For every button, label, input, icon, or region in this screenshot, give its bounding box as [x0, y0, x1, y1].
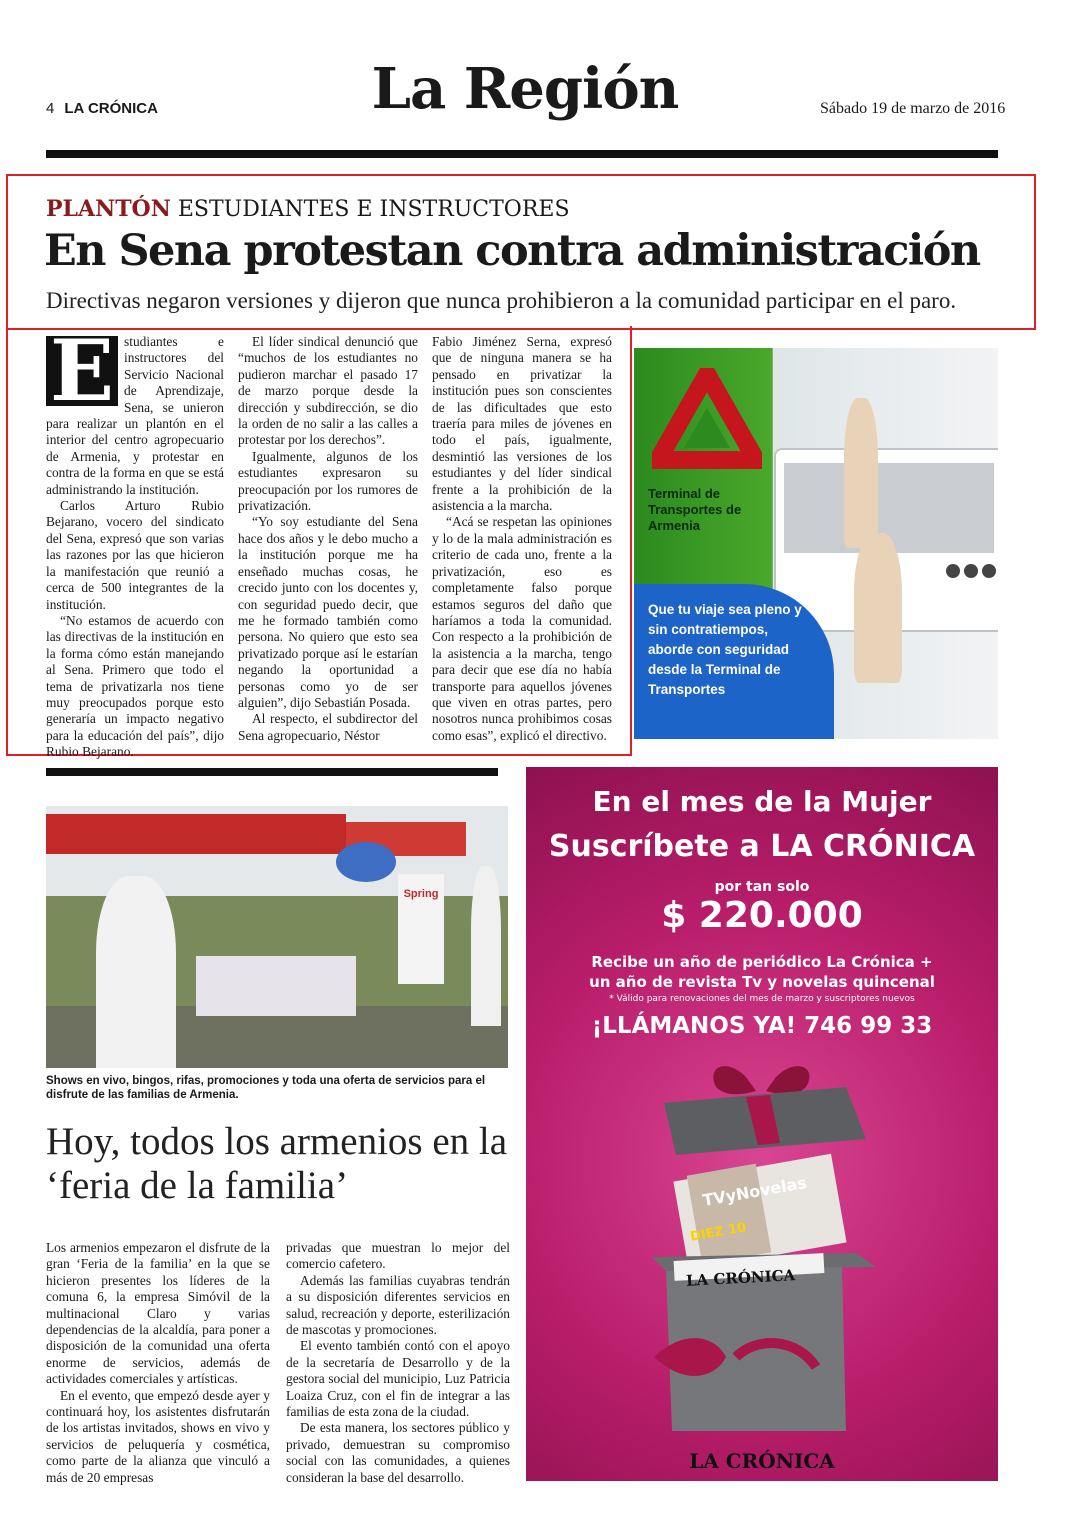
- woman-figure: [96, 876, 176, 1068]
- traveler-woman: [854, 533, 902, 683]
- offer-note: * Válido para renovaciones del mes de marzo y suscriptores nuevos: [609, 994, 915, 1004]
- paragraph: “No estamos de acuerdo con las directivas de la institución en la forma cómo están manejando al Sena. Primero que todo el tema de privatizarla nos tiene muy preocupados porque esto generaría un impacto negativo para la educación del país”, dijo Rubio Bejarano.: [46, 612, 224, 760]
- section-rule: [46, 768, 498, 776]
- paragraph: Fabio Jiménez Serna, expresó que de ninguna manera se ha pensado en privatizar la institución pues son conscientes de las dificultades que esto traería para miles de jóvenes en todo el país, igualmente, desmintió las versiones de los estudiantes y del líder sindical frente a la prohibición de la asistencia a la marcha.: [432, 334, 612, 514]
- story2-column-2: [286, 1240, 510, 1486]
- terminal-ad: [634, 348, 998, 739]
- paragraph: “Yo soy estudiante del Sena hace dos años y le debo mucho a la institución porque me ha enseñado muchas cosas, he crecido junto con los docentes y, con seguridad puedo decir, que me he formado también como persona. No quiero que esto sea privatizado porque así le estarían negando la oportunidad a personas como yo de ser alguien”, dijo Sebastián Posada.: [238, 514, 418, 710]
- kicker-topic: ESTUDIANTES E INSTRUCTORES: [177, 197, 570, 222]
- banner-stand: [398, 874, 444, 984]
- paragraph: studiantes e instructores del Servicio Nacional de Aprendizaje, Sena, se unieron para realizar un plantón en el interior del centro agropecuario de Armenia, y protestar en contra de la forma en que se está administrando la institución.: [46, 334, 224, 497]
- paragraph: Igualmente, algunos de los estudiantes expresaron su preocupación por los rumores de privatización.: [238, 448, 418, 514]
- magazine-title: TVyNovelas: [701, 1173, 809, 1210]
- bus-light: [982, 564, 996, 578]
- terminal-logo-icon: [652, 368, 762, 478]
- paper-name: LA CRÓNICA: [64, 100, 158, 117]
- footer-brand: LA CRÓNICA: [689, 1449, 835, 1473]
- feria-photo: [46, 806, 508, 1068]
- paragraph: privadas que muestran lo mejor del comercio cafetero.: [286, 1240, 510, 1272]
- magazine-badge: DIEZ 10: [689, 1220, 748, 1245]
- gift-box-icon: [646, 1057, 886, 1437]
- terminal-name: Terminal de Transportes de Armenia: [648, 486, 742, 533]
- ad-line-1: En el mes de la Mujer: [592, 785, 932, 818]
- paragraph: Los armenios empezaron el disfrute de la gran ‘Feria de la familia’ en la que se hicieron presentes los líderes de la comuna 6, la empresa Simóvil de la multinacional Claro y varias dependencias de la alcaldía, para poner a disposición de la comunidad una oferta enorme de servicios, además de actividades comerciales y artísticas.: [46, 1240, 270, 1387]
- bus-light: [964, 564, 978, 578]
- story-headline: En Sena protestan contra administración: [44, 226, 980, 276]
- story-column-2: [238, 334, 418, 744]
- traveler-man: [844, 398, 878, 548]
- paragraph: “Acá se respetan las opiniones y lo de la mala administración es criterio de cada uno, frente a la privatización, eso es completamente falso porque estamos seguros del daño que haríamos a toda la comunidad. Con respecto a la prohibición de la asistencia a la marcha, tengo para decir que ese día no había transporte para aquellos jóvenes que viven en otras partes, pero nosotros nunca prohibimos cosas como esas”, explicó el directivo.: [432, 514, 612, 743]
- subscription-ad: [526, 767, 998, 1481]
- man-figure: [471, 866, 501, 1026]
- paragraph: Carlos Arturo Rubio Bejarano, vocero del sindicato del Sena, expresó que son varias las razones por las que hicieron la manifestación que reunió a cerca de 500 integrantes de la institución.: [46, 498, 224, 612]
- story-subhead: Directivas negaron versiones y dijeron que nunca prohibieron a la comunidad participar en el paro.: [46, 288, 957, 313]
- issue-date: Sábado 19 de marzo de 2016: [820, 100, 1006, 117]
- photo-caption: Shows en vivo, bingos, rifas, promociones y toda una oferta de servicios para el disfrute de las familias de Armenia.: [46, 1075, 486, 1101]
- paragraph: De esta manera, los sectores público y privado, demuestran su compromiso social con las comunidades, a quienes consideran la base del desarrollo.: [286, 1420, 510, 1485]
- ad-line-2: Suscríbete a LA CRÓNICA: [548, 829, 976, 864]
- offer-line-1: Recibe un año de periódico La Crónica +: [591, 953, 933, 971]
- story2-column-1: [46, 1240, 270, 1486]
- paragraph: En el evento, que empezó desde ayer y continuará hoy, los asistentes disfrutarán de los artistas invitados, shows en vivo y servicios de peluquería y cosmética, como parte de la alianza que vinculó a más de 20 empresas: [46, 1387, 270, 1485]
- page-folio: [46, 100, 158, 117]
- kicker-label: PLANTÓN: [46, 196, 171, 222]
- header-rule: [46, 150, 998, 158]
- offer-line-2: un año de revista Tv y novelas quincenal: [589, 973, 935, 991]
- bus-light: [946, 564, 960, 578]
- terminal-slogan: Que tu viaje sea pleno y sin contratiempos, aborde con seguridad desde la Terminal de Transportes: [648, 602, 802, 697]
- price-label: por tan solo: [714, 879, 810, 895]
- story-kicker: [46, 196, 570, 222]
- section-title: La Región: [371, 56, 679, 122]
- balloons: [336, 842, 396, 882]
- paragraph: Además las familias cuyabras tendrán a su disposición diferentes servicios en salud, recreación y deporte, esterilización de mascotas y promociones.: [286, 1272, 510, 1338]
- tent-canopy: [46, 814, 346, 854]
- story-column-3: [432, 334, 612, 744]
- drop-cap: E: [46, 336, 118, 406]
- box-newspaper: LA CRÓNICA: [685, 1266, 796, 1290]
- display-table: [196, 956, 356, 1016]
- paragraph: El líder sindical denunció que “muchos de los estudiantes no pudieron marchar el pasado 17 de marzo porque desde la dirección y subdirección, se dio la orden de no salir a las calles a protestar por los derechos”.: [238, 334, 418, 448]
- banner-text: Spring: [403, 888, 439, 900]
- price: $ 220.000: [661, 895, 863, 936]
- paragraph: El evento también contó con el apoyo de la secretaría de Desarrollo y de la gestora social del municipio, Luz Patricia Loaiza Cruz, con el fin de integrar a las familias de esta zona de la ciudad.: [286, 1338, 510, 1420]
- story-column-1: [46, 321, 224, 761]
- story2-headline: Hoy, todos los armenios en la ‘feria de la familia’: [46, 1120, 508, 1207]
- call-to-action: ¡LLÁMANOS YA! 746 99 33: [591, 1013, 933, 1039]
- paragraph: Al respecto, el subdirector del Sena agropecuario, Néstor: [238, 711, 418, 743]
- page-number: 4: [46, 100, 55, 117]
